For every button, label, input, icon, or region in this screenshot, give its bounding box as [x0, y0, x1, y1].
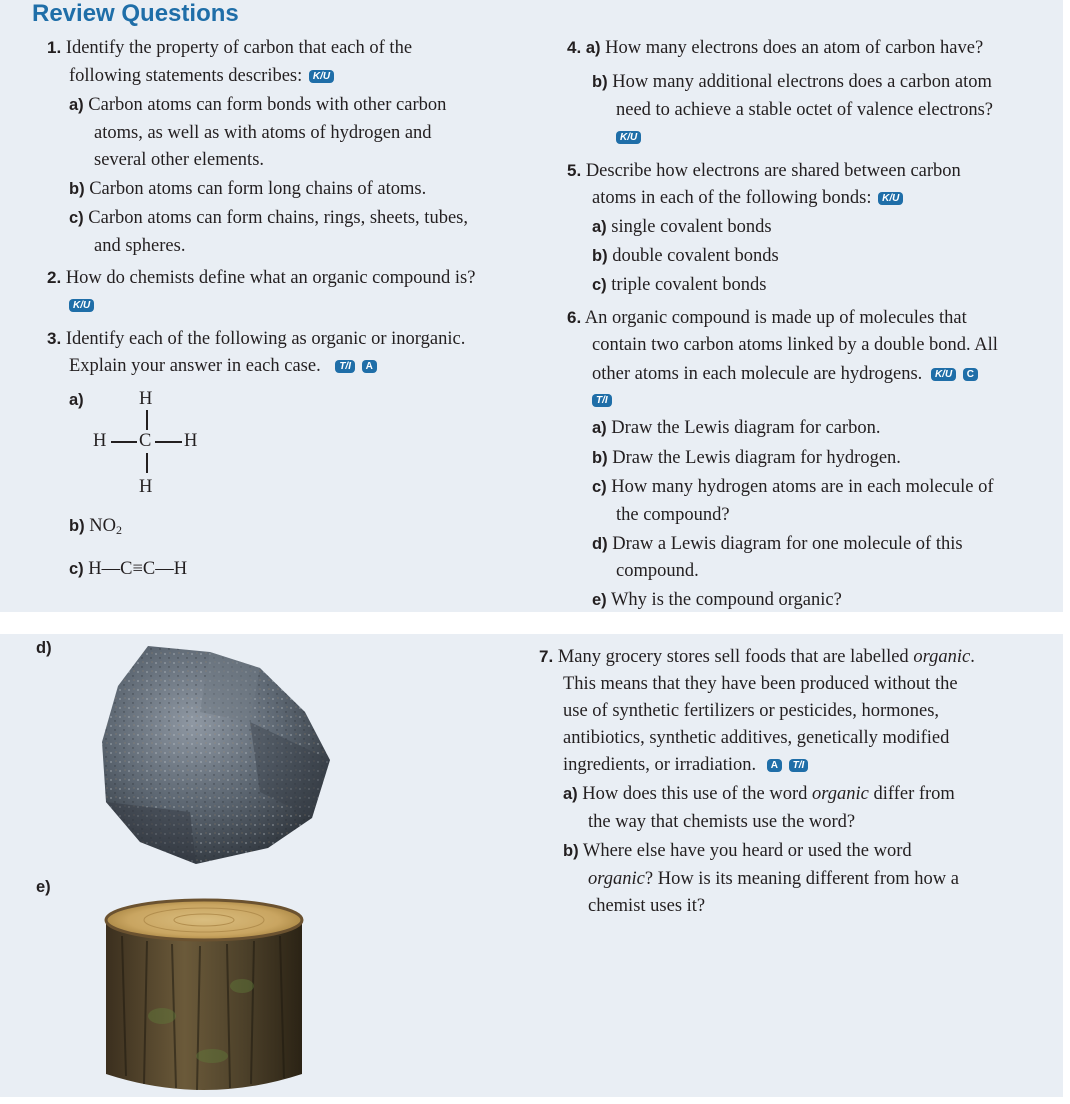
question-6c	[592, 473, 994, 501]
part-text: How many additional electrons does a carbon atom	[612, 72, 992, 92]
part-text-line: chemist uses it?	[588, 896, 706, 916]
part-label: c)	[592, 276, 607, 294]
part-label: a)	[592, 419, 607, 437]
a-badge: A	[767, 759, 782, 772]
question-number: 2.	[47, 268, 62, 287]
part-text-line: compound.	[616, 561, 699, 581]
question-text: atoms in each of the following bonds:	[592, 188, 872, 208]
part-text-line: the way that chemists use the word?	[588, 812, 856, 832]
question-number: 4.	[567, 38, 582, 57]
question-3	[47, 325, 465, 353]
question-2-badges	[69, 291, 94, 319]
part-label: a)	[69, 96, 84, 114]
part-label: a)	[592, 218, 607, 236]
bond-line	[146, 453, 148, 473]
question-text: ingredients, or irradiation.	[563, 755, 757, 775]
part-label: b)	[69, 517, 85, 535]
part-label: b)	[592, 247, 608, 265]
question-number: 3.	[47, 329, 62, 348]
ku-badge: K/U	[931, 368, 956, 381]
question-6	[567, 304, 967, 332]
part-text: How many electrons does an atom of carbon have?	[605, 38, 984, 58]
question-5b	[592, 242, 779, 270]
question-text-line: This means that they have been produced without the	[563, 674, 958, 694]
question-1c	[69, 204, 468, 232]
part-label: b)	[592, 73, 608, 91]
part-text: differ from	[873, 784, 955, 804]
question-text: How do chemists define what an organic compound is?	[65, 268, 476, 288]
formula-subscript: 2	[115, 523, 122, 537]
question-7	[539, 643, 975, 671]
question-3-line2	[69, 352, 377, 380]
question-5	[567, 157, 961, 185]
ti-badge: T/I	[592, 394, 612, 407]
question-5c	[592, 271, 766, 299]
question-number: 5.	[567, 161, 582, 180]
tree-stump-image	[102, 896, 307, 1096]
question-1	[47, 34, 412, 62]
question-emphasis: organic	[913, 647, 971, 667]
question-5-line2	[592, 184, 903, 212]
ti-badge: T/I	[335, 360, 355, 373]
ku-badge: K/U	[616, 131, 641, 144]
question-7-line5	[563, 751, 808, 779]
part-emphasis: organic	[588, 869, 645, 889]
part-label: b)	[563, 842, 579, 860]
part-text: ? How is its meaning different from how a	[644, 869, 959, 889]
atom-h-left: H	[93, 431, 107, 451]
atom-c-center: C	[139, 431, 152, 451]
question-6d	[592, 530, 963, 558]
c-badge: C	[963, 368, 978, 381]
atom-h-right: H	[184, 431, 198, 451]
formula-ethyne: H—C≡C—H	[88, 559, 188, 579]
question-6-badges	[592, 386, 612, 414]
ku-badge: K/U	[69, 299, 94, 312]
part-text: double covalent bonds	[612, 246, 779, 266]
part-text: How many hydrogen atoms are in each molecule of	[611, 477, 994, 497]
part-text-line: atoms, as well as with atoms of hydrogen and	[94, 123, 432, 143]
part-label: c)	[69, 209, 84, 227]
question-text: Identify the property of carbon that each of the	[65, 38, 413, 58]
question-7a	[563, 780, 955, 808]
question-text: Many grocery stores sell foods that are labelled	[557, 647, 909, 667]
atom-h-bottom: H	[139, 477, 153, 497]
part-text: Draw a Lewis diagram for one molecule of this	[612, 534, 963, 554]
question-2	[47, 264, 475, 292]
question-number: 7.	[539, 647, 554, 666]
formula-text: NO	[89, 516, 116, 536]
part-text: Carbon atoms can form long chains of atoms.	[89, 179, 427, 199]
question-3c	[69, 555, 187, 583]
question-text-line: antibiotics, synthetic additives, genetically modified	[563, 728, 950, 748]
question-6e	[592, 586, 842, 614]
question-6-line3	[592, 360, 978, 388]
question-1b	[69, 175, 426, 203]
page-title: Review Questions	[32, 0, 239, 27]
rock-image	[100, 642, 335, 867]
part-text: triple covalent bonds	[611, 275, 767, 295]
part-label: a)	[69, 391, 84, 409]
part-label: a)	[585, 39, 601, 57]
question-5a	[592, 213, 772, 241]
part-text: Draw the Lewis diagram for carbon.	[611, 418, 881, 438]
question-text: .	[970, 647, 975, 667]
question-1a	[69, 91, 446, 119]
question-6a	[592, 414, 880, 442]
ku-badge: K/U	[878, 192, 903, 205]
part-text: Why is the compound organic?	[610, 590, 842, 610]
question-6b	[592, 444, 901, 472]
part-label: b)	[69, 180, 85, 198]
question-text: following statements describes:	[69, 66, 303, 86]
part-label: d)	[36, 639, 52, 657]
part-text: Carbon atoms can form bonds with other carbon	[88, 95, 447, 115]
part-label: e)	[592, 591, 607, 609]
question-text: other atoms in each molecule are hydrogens.	[592, 364, 923, 384]
question-3b	[69, 512, 122, 544]
part-label: c)	[592, 478, 607, 496]
question-text-line: use of synthetic fertilizers or pesticides, hormones,	[563, 701, 940, 721]
question-1-line2	[69, 62, 334, 90]
question-number: 1.	[47, 38, 62, 57]
bond-line	[155, 441, 182, 443]
question-7b-line2	[588, 865, 959, 893]
part-label: e)	[36, 878, 51, 896]
part-text: Draw the Lewis diagram for hydrogen.	[612, 448, 901, 468]
ti-badge: T/I	[789, 759, 809, 772]
part-label: c)	[69, 560, 84, 578]
atom-h-top: H	[139, 389, 153, 409]
question-text: Identify each of the following as organic or inorganic.	[65, 329, 466, 349]
question-text: An organic compound is made up of molecules that	[584, 308, 967, 328]
part-text: Carbon atoms can form chains, rings, sheets, tubes,	[88, 208, 468, 228]
a-badge: A	[362, 360, 377, 373]
bond-line	[146, 410, 148, 430]
part-text: Where else have you heard or used the word	[582, 841, 912, 861]
part-text: How does this use of the word	[582, 784, 808, 804]
question-4-badges	[616, 123, 641, 151]
part-text-line: several other elements.	[94, 150, 265, 170]
ku-badge: K/U	[309, 70, 334, 83]
part-text-line: and spheres.	[94, 236, 186, 256]
question-text-line: contain two carbon atoms linked by a double bond. All	[592, 335, 998, 355]
question-4	[567, 34, 983, 62]
part-text-line: the compound?	[616, 505, 730, 525]
question-text: Explain your answer in each case.	[69, 356, 321, 376]
question-7b	[563, 837, 912, 865]
part-text: single covalent bonds	[611, 217, 772, 237]
part-label: a)	[563, 785, 578, 803]
question-4b	[592, 68, 992, 96]
formula-no2	[89, 516, 122, 536]
question-text: Describe how electrons are shared between carbon	[585, 161, 961, 181]
part-text-line: need to achieve a stable octet of valence electrons?	[616, 100, 993, 120]
part-label: b)	[592, 449, 608, 467]
part-emphasis: organic	[811, 784, 869, 804]
part-label: d)	[592, 535, 608, 553]
bond-line	[111, 441, 137, 443]
question-number: 6.	[567, 308, 582, 327]
